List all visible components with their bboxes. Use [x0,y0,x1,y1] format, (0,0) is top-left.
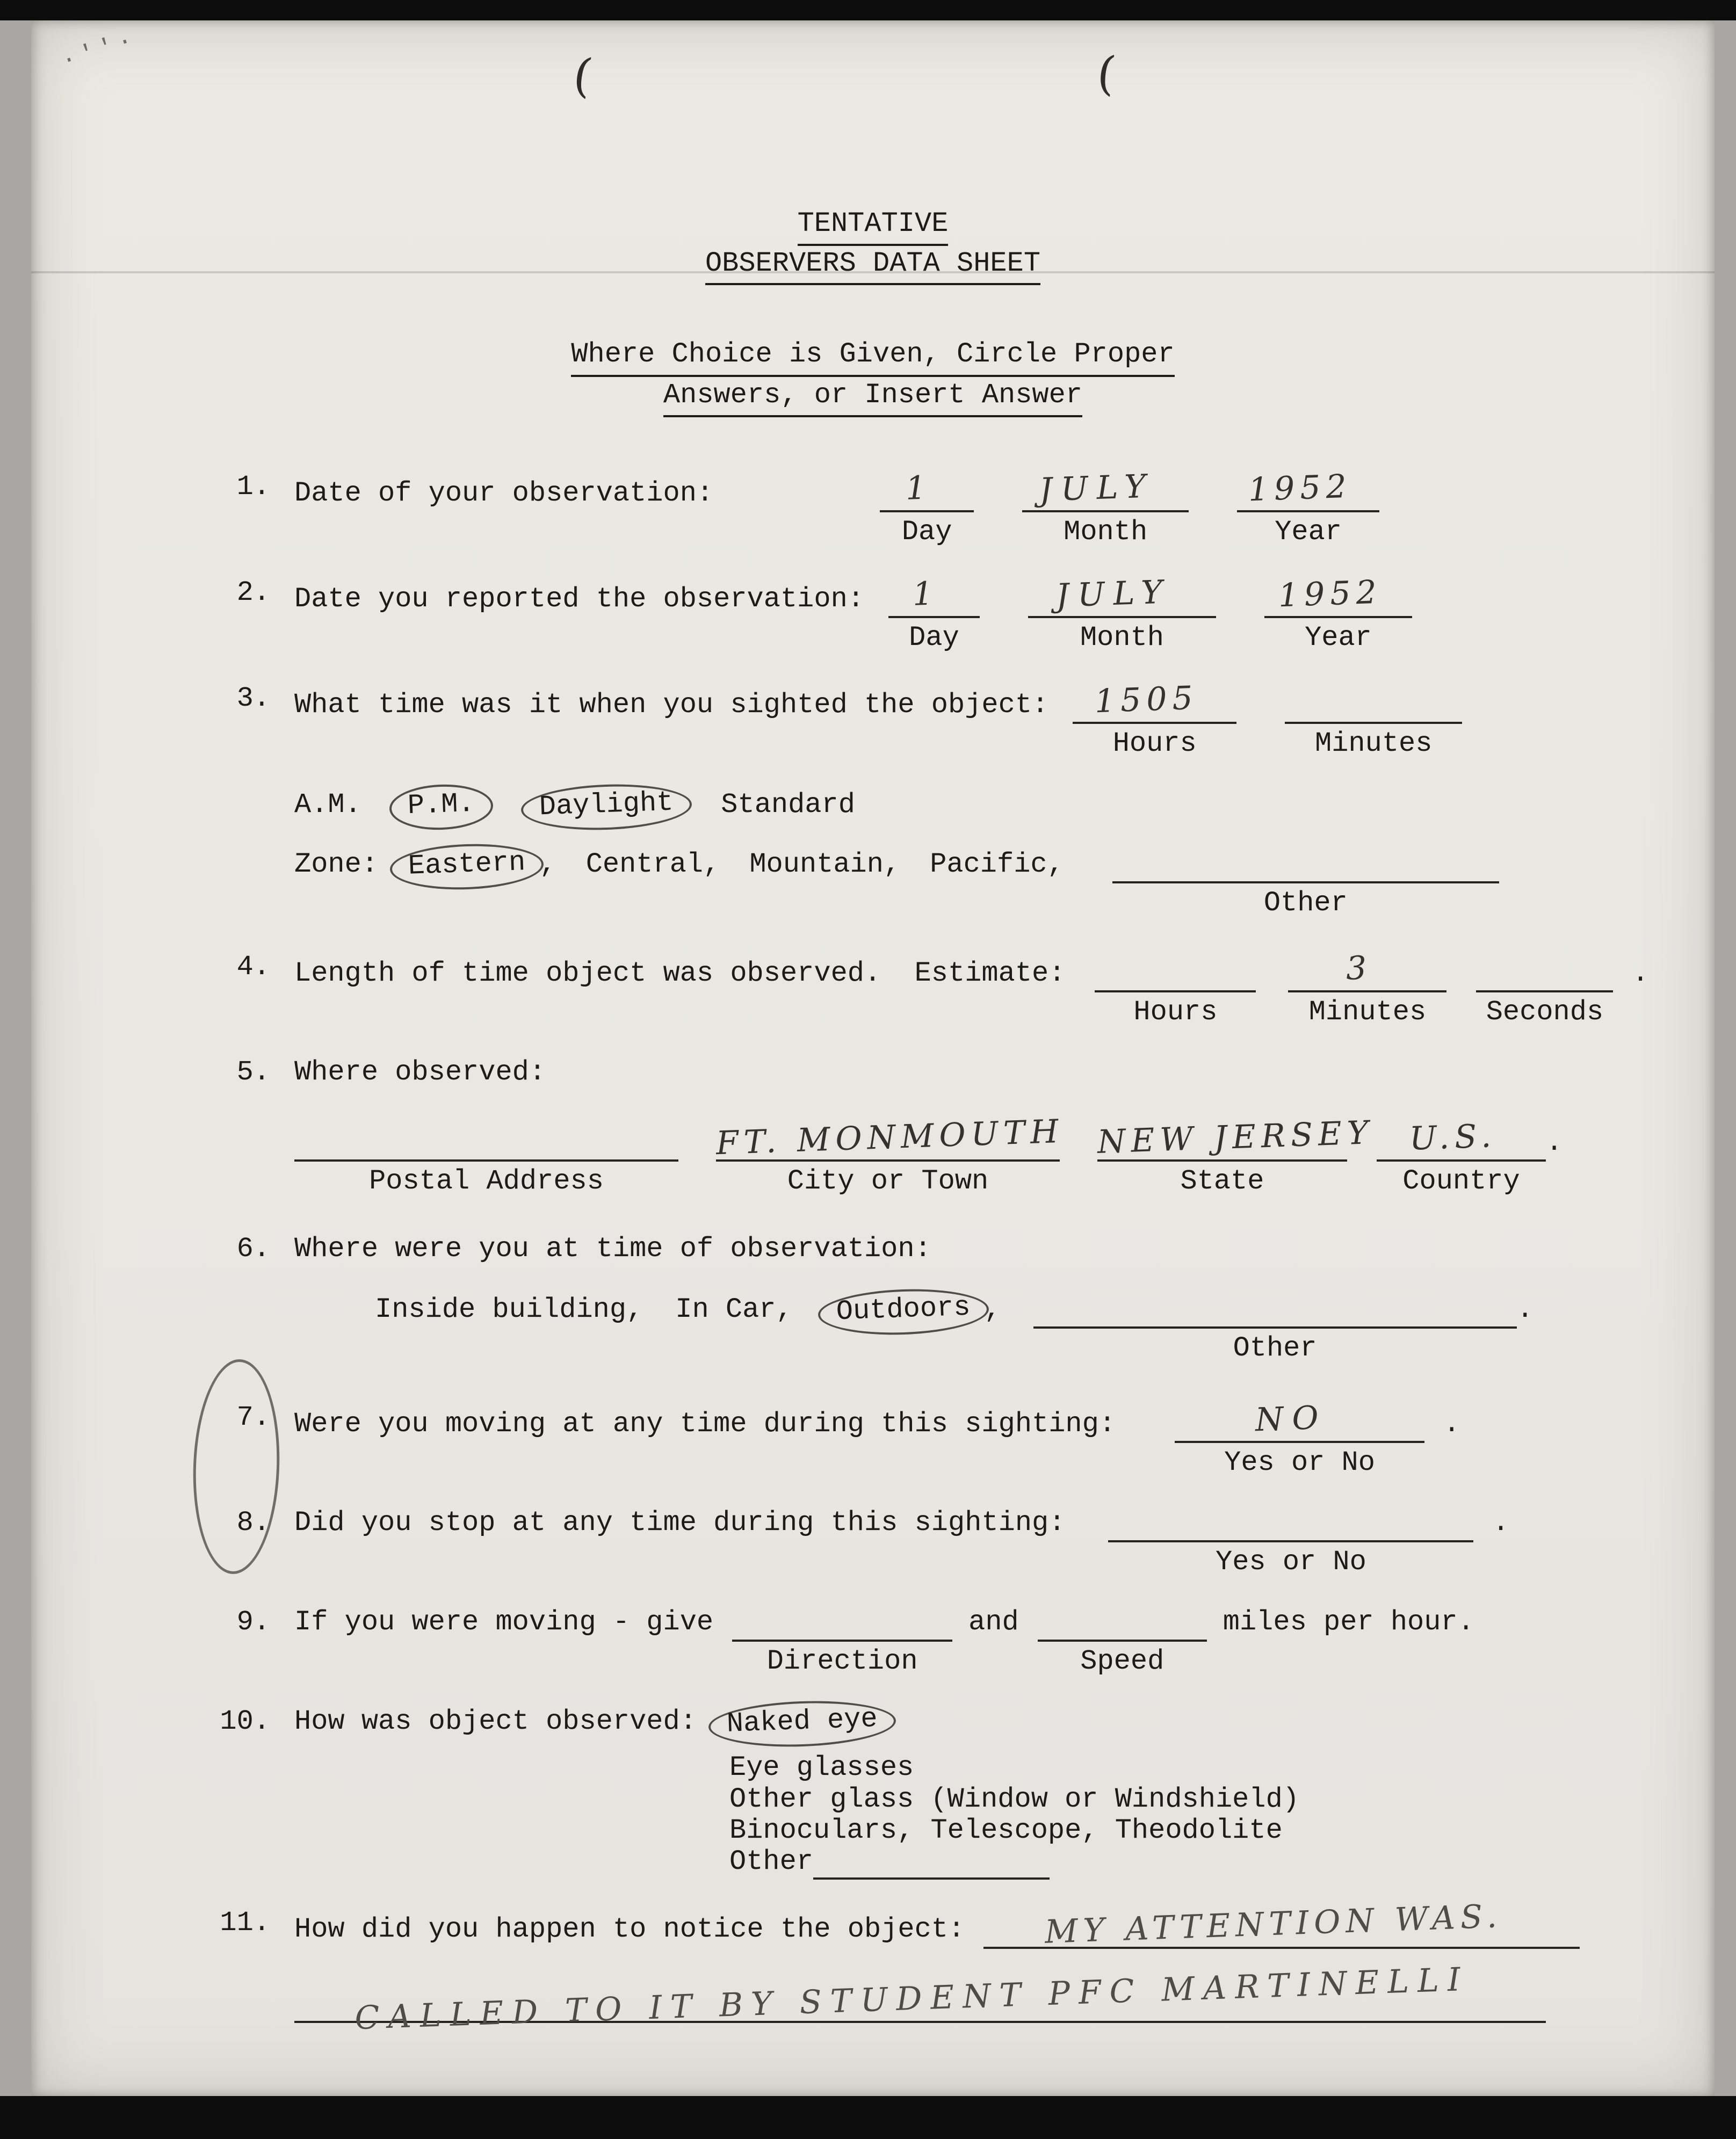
pm-option[interactable]: P.M. [407,788,475,822]
q2-year-label: Year [1305,622,1372,654]
q3-hours-field[interactable] [1073,679,1236,761]
q1-day-label: Day [901,516,952,548]
q5-city-field[interactable] [715,1112,1065,1199]
q2-month-line [1028,573,1216,618]
q3-body [294,679,1666,920]
other-glass-option[interactable]: Other glass (Window or Windshield) [729,1783,1299,1815]
q10-number: 10. [220,1705,270,1737]
q1-year-line [1237,467,1379,512]
q5-body [294,1056,1666,1198]
question-11 [203,1897,1666,2104]
q11-answer-value2: CALLED TO IT BY STUDENT PFC MARTINELLI [354,1960,1470,2037]
q4-hours-line [1095,957,1256,992]
pencil-scribble: ·''· [58,25,141,76]
q8-answer-line [1108,1506,1473,1542]
zone-other-field[interactable] [1112,848,1499,920]
q2-day-label: Day [909,622,959,654]
q7-answer-field[interactable] [1175,1398,1424,1480]
circle-mark-outdoors [817,1286,989,1337]
scan-mark-left-paren: ( [570,48,596,104]
q7-answer-value: NO [1254,1398,1328,1439]
q6-number: 6. [236,1233,270,1265]
q1-year-label: Year [1275,516,1342,548]
question-4 [203,948,1666,1029]
q2-year-line [1264,573,1412,618]
q5-city-value: FT. MONMOUTH [715,1112,1065,1162]
q8-period: . [1492,1507,1509,1539]
q7-period: . [1443,1408,1460,1440]
scan-mark-right-paren: ( [1094,46,1118,101]
q5-period: . [1546,1126,1563,1158]
q1-month-line [1022,467,1189,512]
q9-number: 9. [236,1606,270,1638]
form-title-line1: TENTATIVE [798,206,949,246]
q6-text: Where were you at time of observation: [294,1233,931,1265]
circle-mark-eastern [389,842,545,892]
q6-other-field[interactable] [1033,1293,1517,1366]
q10-other-line [813,1846,1050,1880]
question-9 [203,1606,1666,1678]
q1-day-field[interactable] [880,470,974,549]
q10-other-field[interactable] [813,1846,1050,1880]
q9-direction-field[interactable] [732,1606,952,1678]
q2-month-field[interactable] [1028,573,1216,655]
q5-state-line [1096,1113,1375,1162]
q4-seconds-line [1476,957,1613,992]
q9-text-after: miles per hour. [1223,1606,1474,1638]
form-body [31,467,1715,2130]
q5-city-label: City or Town [787,1165,989,1198]
question-2 [203,573,1666,655]
q1-month-value: JULY [1039,467,1155,509]
question-10 [203,1705,1666,1880]
q4-minutes-value: 3 [1345,948,1373,988]
form-paper [31,20,1715,2097]
q10-body [294,1705,1666,1880]
q8-answer-label: Yes or No [1216,1546,1366,1578]
standard-option[interactable]: Standard [721,789,855,821]
q4-seconds-label: Seconds [1486,996,1604,1028]
q4-minutes-label: Minutes [1308,996,1427,1028]
q9-speed-line [1038,1606,1207,1641]
q7-answer-line [1175,1398,1424,1443]
question-1 [203,467,1666,549]
q11-text: How did you happen to notice the object: [294,1913,965,1946]
circle-mark-naked-eye [708,1698,897,1750]
naked-eye-option[interactable]: Naked eye [726,1703,878,1740]
q11-answer-field-line2[interactable] [294,1960,1546,2037]
q5-postal-field[interactable] [294,1126,678,1199]
q2-number: 2. [236,576,270,608]
q11-answer-value1: MY ATTENTION WAS. [1044,1897,1503,1952]
q9-speed-label: Speed [1080,1645,1164,1677]
q4-seconds-field[interactable] [1476,957,1613,1029]
q11-answer-field-line1[interactable] [983,1897,1580,1952]
q8-body [294,1506,1666,1579]
q4-hours-label: Hours [1133,996,1218,1028]
form-header [31,206,1715,285]
zone-label: Zone: [294,848,379,880]
q1-month-label: Month [1064,516,1148,548]
q3-minutes-field[interactable] [1285,688,1462,761]
q10-text: How was object observed: [294,1705,697,1737]
q9-text-before: If you were moving - give [294,1606,714,1638]
q8-text: Did you stop at any time during this sighting: [294,1507,1066,1539]
q5-state-label: State [1180,1165,1264,1198]
q5-number: 5. [236,1056,270,1089]
q2-body [294,573,1666,655]
scan-edge-bottom [0,2096,1736,2139]
outdoors-option[interactable]: Outdoors [835,1291,971,1328]
q3-text: What time was it when you sighted the object: [294,688,1049,721]
q1-month-field[interactable] [1022,467,1189,549]
q7-answer-label: Yes or No [1224,1447,1375,1479]
scan-edge-top [0,0,1736,20]
daylight-option[interactable]: Daylight [538,787,674,823]
q8-answer-field[interactable] [1108,1506,1473,1579]
q5-text: Where observed: [294,1056,546,1089]
q10-options [729,1752,1666,1880]
q9-speed-field[interactable] [1038,1606,1207,1678]
q5-country-value: U.S. [1408,1116,1498,1158]
instruction-line1: Where Choice is Given, Circle Proper [571,336,1174,377]
q1-year-field[interactable] [1237,467,1379,549]
q11-answer-line1 [983,1897,1580,1952]
q3-minutes-line [1285,688,1462,724]
q7-number-wrap [203,1401,270,1434]
q5-postal-label: Postal Address [369,1165,604,1198]
q1-number: 1. [236,471,270,503]
question-7 [203,1398,1666,1480]
q7-number: 7. [236,1401,270,1433]
zone-eastern-option[interactable]: Eastern [407,846,526,882]
q9-and-text: and [968,1606,1019,1638]
q11-body [294,1897,1666,2104]
inside-building-option[interactable]: Inside building, [375,1293,643,1325]
q2-day-line [888,576,980,618]
q2-text: Date you reported the observation: [294,583,864,615]
q4-text: Length of time object was observed. Estimate: [294,957,1066,989]
q5-city-line [715,1112,1065,1162]
q4-minutes-field[interactable] [1288,948,1446,1029]
q6-comma: , [984,1293,1001,1325]
eye-glasses-option[interactable]: Eye glasses [729,1752,914,1784]
q4-body [294,948,1666,1029]
q1-body [294,467,1666,549]
q5-country-line [1377,1116,1546,1162]
form-title-line2: OBSERVERS DATA SHEET [705,246,1040,286]
circle-mark-daylight [520,782,692,833]
q5-country-field[interactable] [1377,1116,1546,1199]
q6-body [294,1232,1666,1365]
q1-text: Date of your observation: [294,477,714,509]
q2-month-value: JULY [1055,573,1172,615]
q4-minutes-line [1288,948,1446,992]
q5-state-value: NEW JERSEY [1096,1113,1375,1161]
q3-hours-line [1073,679,1236,724]
zone-mountain-option[interactable]: Mountain, [749,848,901,880]
question-5 [203,1056,1666,1198]
q6-period: . [1516,1293,1534,1325]
q2-month-label: Month [1080,622,1164,654]
q3-hours-label: Hours [1112,727,1197,759]
form-instructions [31,336,1715,417]
zone-central-option[interactable]: Central, [585,848,720,880]
q4-number: 4. [236,951,270,983]
instruction-line2: Answers, or Insert Answer [663,377,1082,418]
in-car-option[interactable]: In Car, [675,1293,793,1325]
q9-body [294,1606,1666,1678]
circle-mark-pm [388,783,494,832]
q3-number: 3. [236,682,270,714]
q6-other-line [1033,1293,1517,1329]
q2-year-value: 1952 [1277,573,1383,615]
q5-state-field[interactable] [1096,1113,1375,1199]
zone-eastern-comma: , [539,848,556,880]
q9-direction-line [732,1606,952,1641]
q3-hours-value: 1505 [1094,679,1199,720]
question-8 [203,1506,1666,1579]
q10-other-option[interactable]: Other [729,1846,814,1878]
binoculars-option[interactable]: Binoculars, Telescope, Theodolite [729,1814,1283,1846]
question-3 [203,679,1666,920]
q1-year-value: 1952 [1247,467,1352,509]
zone-pacific-option[interactable]: Pacific, [930,848,1064,880]
q1-day-value: 1 [905,469,932,507]
am-option[interactable]: A.M. [294,789,361,821]
q11-number: 11. [220,1907,270,1939]
q11-answer-line2 [294,1960,1546,2037]
zone-other-line [1112,848,1499,883]
q6-other-label: Other [1233,1332,1317,1365]
q3-minutes-label: Minutes [1315,727,1433,759]
q2-day-field[interactable] [888,576,980,655]
q9-direction-label: Direction [766,1645,918,1677]
zone-other-label: Other [1263,887,1348,919]
q2-year-field[interactable] [1264,573,1412,655]
q4-hours-field[interactable] [1095,957,1256,1029]
q8-number: 8. [236,1507,270,1539]
q7-body [294,1398,1666,1480]
q5-country-label: Country [1402,1165,1520,1198]
q1-day-line [880,470,974,512]
q2-day-value: 1 [912,574,939,613]
q4-period: . [1632,957,1649,989]
question-6 [203,1232,1666,1365]
q5-postal-line [294,1126,678,1162]
q7-text: Were you moving at any time during this sighting: [294,1408,1116,1440]
